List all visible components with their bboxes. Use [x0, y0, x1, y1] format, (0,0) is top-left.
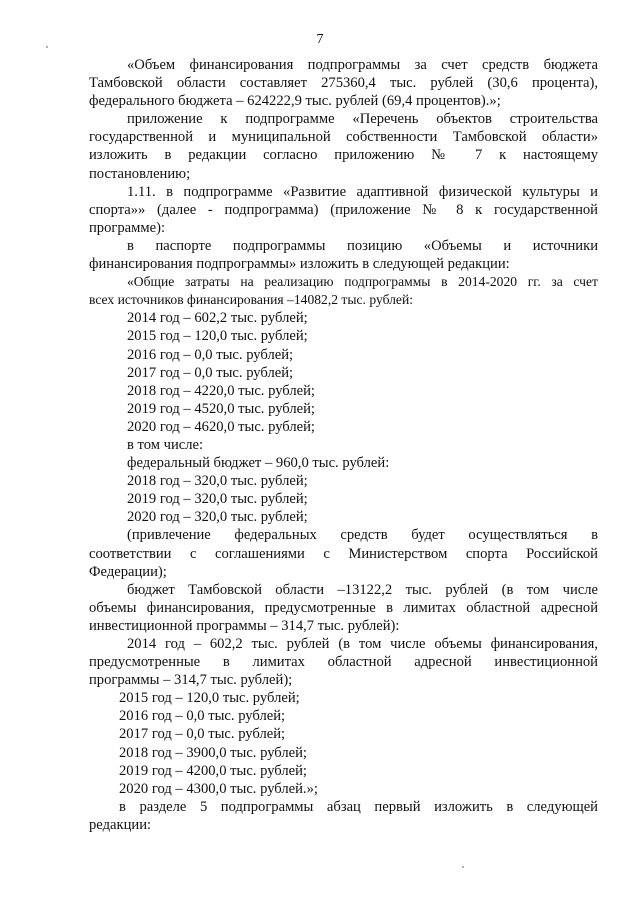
- text-line: Тамбовской области составляет 275360,4 тыс. рублей (30,6 процента),: [89, 75, 598, 92]
- text-line: 2020 год – 320,0 тыс. рублей;: [127, 509, 308, 526]
- text-line: «Общие затраты на реализацию подпрограммы в 2014-2020 гг. за счет: [127, 274, 598, 290]
- text-line: 1.11. в подпрограмме «Развитие адаптивной физической культуры и: [127, 183, 598, 200]
- text-line: объемы финансирования, предусмотренные в лимитах областной адресной: [89, 599, 598, 616]
- scan-speck: [46, 46, 48, 48]
- text-line: 2015 год – 120,0 тыс. рублей;: [127, 328, 308, 345]
- text-line: 2017 год – 0,0 тыс. рублей;: [119, 726, 286, 743]
- scan-speck: [462, 866, 464, 868]
- text-line: приложение к подпрограмме «Перечень объектов строительства: [127, 111, 598, 128]
- text-line: спорта»» (далее - подпрограмма) (приложение № 8 к государственной: [89, 201, 598, 218]
- text-line: Федерации);: [89, 563, 167, 580]
- text-line: федерального бюджета – 624222,9 тыс. рублей (69,4 процентов).»;: [89, 93, 501, 110]
- text-line: «Объем финансирования подпрограммы за счет средств бюджета: [127, 57, 598, 73]
- text-line: 2014 год – 602,2 тыс. рублей;: [127, 310, 308, 327]
- text-line: 2018 год – 320,0 тыс. рублей;: [127, 473, 308, 490]
- text-line: 2020 год – 4620,0 тыс. рублей;: [127, 418, 315, 435]
- text-line: 2015 год – 120,0 тыс. рублей;: [119, 690, 300, 707]
- text-line: всех источников финансирования –14082,2 тыс. рублей:: [89, 292, 414, 308]
- text-line: 2019 год – 4200,0 тыс. рублей;: [119, 762, 307, 779]
- text-line: инвестиционной программы – 314,7 тыс. рублей):: [89, 617, 400, 634]
- text-line: соответствии с соглашениями с Министерством спорта Российской: [89, 545, 598, 562]
- text-line: 2018 год – 4220,0 тыс. рублей;: [127, 382, 315, 399]
- text-line: бюджет Тамбовской области –13122,2 тыс. рублей (в том числе: [127, 581, 598, 598]
- text-line: в паспорте подпрограммы позицию «Объемы и источники: [127, 237, 598, 254]
- text-line: государственной и муниципальной собственности Тамбовской области»: [89, 129, 598, 146]
- text-line: изложить в редакции согласно приложению № 7 к настоящему: [89, 147, 598, 164]
- text-line: 2016 год – 0,0 тыс. рублей;: [127, 346, 294, 363]
- text-line: программе):: [89, 219, 166, 236]
- page-number: 7: [316, 32, 324, 47]
- text-line: 2016 год – 0,0 тыс. рублей;: [119, 708, 286, 725]
- text-line: 2019 год – 320,0 тыс. рублей;: [127, 491, 308, 508]
- text-line: 2017 год – 0,0 тыс. рублей;: [127, 364, 294, 381]
- text-line: финансирования подпрограммы» изложить в следующей редакции:: [89, 256, 510, 273]
- text-line: 2014 год – 602,2 тыс. рублей (в том числе объемы финансирования,: [127, 636, 598, 652]
- text-line: в том числе:: [127, 436, 204, 453]
- text-line: (привлечение федеральных средств будет осуществляться в: [127, 527, 598, 544]
- text-line: 2019 год – 4520,0 тыс. рублей;: [127, 400, 315, 417]
- text-line: программы – 314,7 тыс. рублей);: [89, 672, 293, 689]
- text-line: 2018 год – 3900,0 тыс. рублей;: [119, 744, 307, 761]
- text-line: предусмотренные в лимитах областной адресной инвестиционной: [89, 654, 598, 671]
- document-body: [89, 56, 598, 834]
- text-line: постановлению;: [89, 165, 191, 182]
- text-line: федеральный бюджет – 960,0 тыс. рублей:: [127, 455, 390, 472]
- text-line: в разделе 5 подпрограммы абзац первый изложить в следующей: [119, 798, 598, 815]
- text-line: редакции:: [89, 816, 152, 833]
- text-line: 2020 год – 4300,0 тыс. рублей.»;: [119, 780, 318, 797]
